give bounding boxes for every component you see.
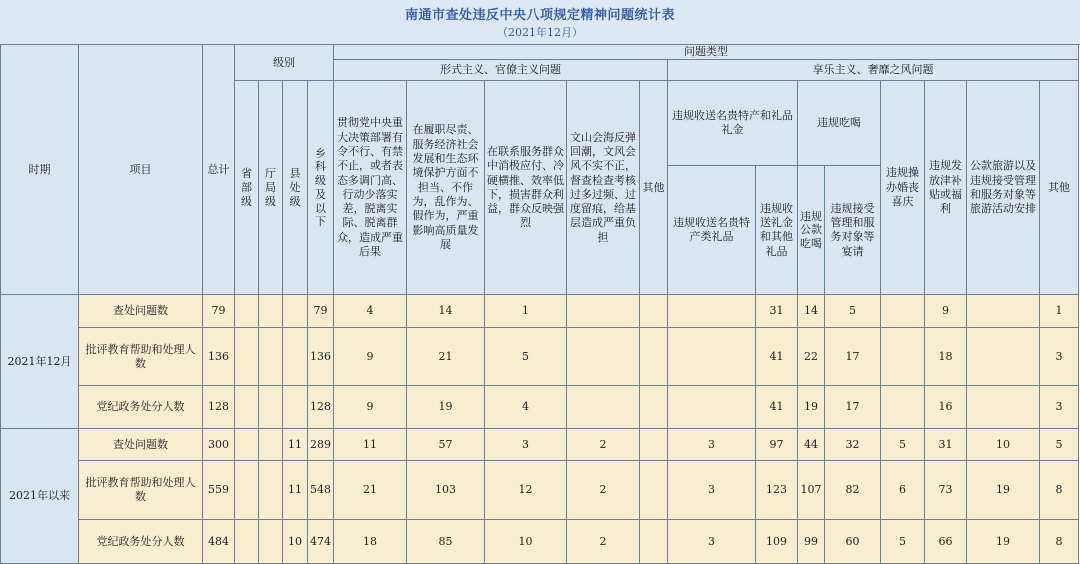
item-cell: 党纪政务处分人数 [79, 520, 203, 564]
value-cell: 16 [925, 386, 967, 429]
value-cell [235, 386, 259, 429]
header-problem-type: 问题类型 [334, 45, 1079, 60]
value-cell: 19 [967, 461, 1040, 520]
header-subsidy: 违规发放津补贴或福利 [925, 81, 967, 295]
value-cell: 73 [925, 461, 967, 520]
value-cell: 136 [203, 328, 235, 386]
value-cell [668, 295, 756, 328]
value-cell: 79 [308, 295, 334, 328]
value-cell [259, 295, 283, 328]
value-cell [259, 328, 283, 386]
value-cell: 548 [308, 461, 334, 520]
value-cell: 41 [756, 386, 798, 429]
item-cell: 查处问题数 [79, 429, 203, 461]
value-cell: 57 [407, 429, 485, 461]
value-cell: 5 [1040, 429, 1079, 461]
value-cell: 2 [567, 429, 640, 461]
title-bar [0, 0, 1080, 45]
header-gift-2: 违规收送礼金和其他礼品 [756, 166, 798, 295]
value-cell [259, 461, 283, 520]
header-item: 项目 [79, 45, 203, 295]
value-cell: 31 [925, 429, 967, 461]
header-level: 级别 [235, 45, 334, 81]
header-hedonism: 享乐主义、奢靡之风问题 [668, 60, 1079, 81]
statistics-table [0, 44, 1079, 564]
item-cell: 查处问题数 [79, 295, 203, 328]
value-cell: 128 [203, 386, 235, 429]
value-cell: 474 [308, 520, 334, 564]
value-cell: 3 [668, 520, 756, 564]
value-cell [640, 429, 668, 461]
header-level-sheng: 省部级 [235, 81, 259, 295]
value-cell: 5 [485, 328, 567, 386]
value-cell: 3 [668, 461, 756, 520]
value-cell: 32 [825, 429, 881, 461]
value-cell: 5 [825, 295, 881, 328]
value-cell: 2 [567, 520, 640, 564]
value-cell [640, 328, 668, 386]
value-cell: 11 [283, 429, 308, 461]
value-cell: 4 [485, 386, 567, 429]
table-subtitle: （2021年12月） [497, 26, 583, 39]
header-formalism-2: 在履职尽责、服务经济社会发展和生态环境保护方面不担当、不作为，乱作为、假作为，严重影响高质量发展 [407, 81, 485, 295]
value-cell: 18 [334, 520, 407, 564]
value-cell: 66 [925, 520, 967, 564]
value-cell: 14 [798, 295, 825, 328]
item-cell: 批评教育帮助和处理人数 [79, 461, 203, 520]
value-cell: 19 [407, 386, 485, 429]
value-cell: 22 [798, 328, 825, 386]
header-travel: 公款旅游以及违规接受管理和服务对象等旅游活动安排 [967, 81, 1040, 295]
value-cell: 79 [203, 295, 235, 328]
value-cell: 8 [1040, 520, 1079, 564]
value-cell: 123 [756, 461, 798, 520]
header-gift-1: 违规收送名贵特产类礼品 [668, 166, 756, 295]
value-cell [967, 295, 1040, 328]
value-cell [640, 386, 668, 429]
header-formalism-1: 贯彻党中央重大决策部署有令不行、有禁不止，或者表态多调门高、行动少落实差，脱离实际、脱离群众，造成严重后果 [334, 81, 407, 295]
value-cell [640, 520, 668, 564]
value-cell: 97 [756, 429, 798, 461]
value-cell [567, 328, 640, 386]
header-level-ting: 厅局级 [259, 81, 283, 295]
value-cell: 109 [756, 520, 798, 564]
value-cell: 3 [485, 429, 567, 461]
value-cell: 12 [485, 461, 567, 520]
value-cell [259, 386, 283, 429]
value-cell: 289 [308, 429, 334, 461]
header-period: 时期 [1, 45, 79, 295]
value-cell: 21 [407, 328, 485, 386]
header-formalism-3: 在联系服务群众中消极应付、冷硬横推、效率低下，损害群众利益，群众反映强烈 [485, 81, 567, 295]
value-cell [967, 386, 1040, 429]
value-cell: 103 [407, 461, 485, 520]
value-cell [235, 461, 259, 520]
value-cell [283, 328, 308, 386]
value-cell: 2 [567, 461, 640, 520]
header-level-xiang: 乡科级及以下 [308, 81, 334, 295]
value-cell [640, 295, 668, 328]
period-cell: 2021年12月 [1, 295, 79, 429]
value-cell [235, 520, 259, 564]
value-cell: 5 [881, 520, 925, 564]
value-cell: 99 [798, 520, 825, 564]
value-cell [567, 386, 640, 429]
value-cell: 6 [881, 461, 925, 520]
value-cell [668, 328, 756, 386]
value-cell: 9 [334, 328, 407, 386]
value-cell [235, 429, 259, 461]
period-cell: 2021年以来 [1, 429, 79, 564]
value-cell [881, 328, 925, 386]
value-cell: 3 [1040, 328, 1079, 386]
value-cell: 17 [825, 386, 881, 429]
header-gift-group: 违规收送名贵特产和礼品礼金 [668, 81, 798, 166]
value-cell [967, 328, 1040, 386]
header-dine-group: 违规吃喝 [798, 81, 881, 166]
header-hedonism-other: 其他 [1040, 81, 1079, 295]
value-cell [283, 386, 308, 429]
value-cell: 9 [925, 295, 967, 328]
value-cell: 11 [283, 461, 308, 520]
value-cell: 11 [334, 429, 407, 461]
value-cell: 82 [825, 461, 881, 520]
header-formalism: 形式主义、官僚主义问题 [334, 60, 668, 81]
item-cell: 党纪政务处分人数 [79, 386, 203, 429]
value-cell: 31 [756, 295, 798, 328]
value-cell [235, 328, 259, 386]
value-cell: 17 [825, 328, 881, 386]
table-title: 南通市查处违反中央八项规定精神问题统计表 [404, 8, 675, 23]
value-cell [235, 295, 259, 328]
value-cell: 21 [334, 461, 407, 520]
value-cell: 19 [798, 386, 825, 429]
item-cell: 批评教育帮助和处理人数 [79, 328, 203, 386]
value-cell: 41 [756, 328, 798, 386]
value-cell: 107 [798, 461, 825, 520]
value-cell [668, 386, 756, 429]
value-cell: 60 [825, 520, 881, 564]
value-cell: 3 [668, 429, 756, 461]
value-cell: 10 [967, 429, 1040, 461]
value-cell: 559 [203, 461, 235, 520]
value-cell: 136 [308, 328, 334, 386]
value-cell: 128 [308, 386, 334, 429]
value-cell: 14 [407, 295, 485, 328]
value-cell [567, 295, 640, 328]
value-cell [283, 295, 308, 328]
header-total: 总计 [203, 45, 235, 295]
value-cell: 9 [334, 386, 407, 429]
value-cell: 4 [334, 295, 407, 328]
value-cell: 1 [485, 295, 567, 328]
value-cell: 484 [203, 520, 235, 564]
value-cell [259, 429, 283, 461]
header-formalism-4: 文山会海反弹回潮，文风会风不实不正，督查检查考核过多过频、过度留痕，给基层造成严重负担 [567, 81, 640, 295]
value-cell [881, 386, 925, 429]
value-cell: 19 [967, 520, 1040, 564]
value-cell: 10 [485, 520, 567, 564]
value-cell: 10 [283, 520, 308, 564]
value-cell: 3 [1040, 386, 1079, 429]
value-cell: 44 [798, 429, 825, 461]
value-cell: 5 [881, 429, 925, 461]
value-cell [640, 461, 668, 520]
header-formalism-other: 其他 [640, 81, 668, 295]
value-cell [881, 295, 925, 328]
value-cell: 18 [925, 328, 967, 386]
value-cell: 300 [203, 429, 235, 461]
header-dine-2: 违规接受管理和服务对象等宴请 [825, 166, 881, 295]
header-dine-1: 违规公款吃喝 [798, 166, 825, 295]
value-cell: 85 [407, 520, 485, 564]
header-wedding-funeral: 违规操办婚丧喜庆 [881, 81, 925, 295]
value-cell: 8 [1040, 461, 1079, 520]
header-level-xian: 县处级 [283, 81, 308, 295]
value-cell [259, 520, 283, 564]
value-cell: 1 [1040, 295, 1079, 328]
